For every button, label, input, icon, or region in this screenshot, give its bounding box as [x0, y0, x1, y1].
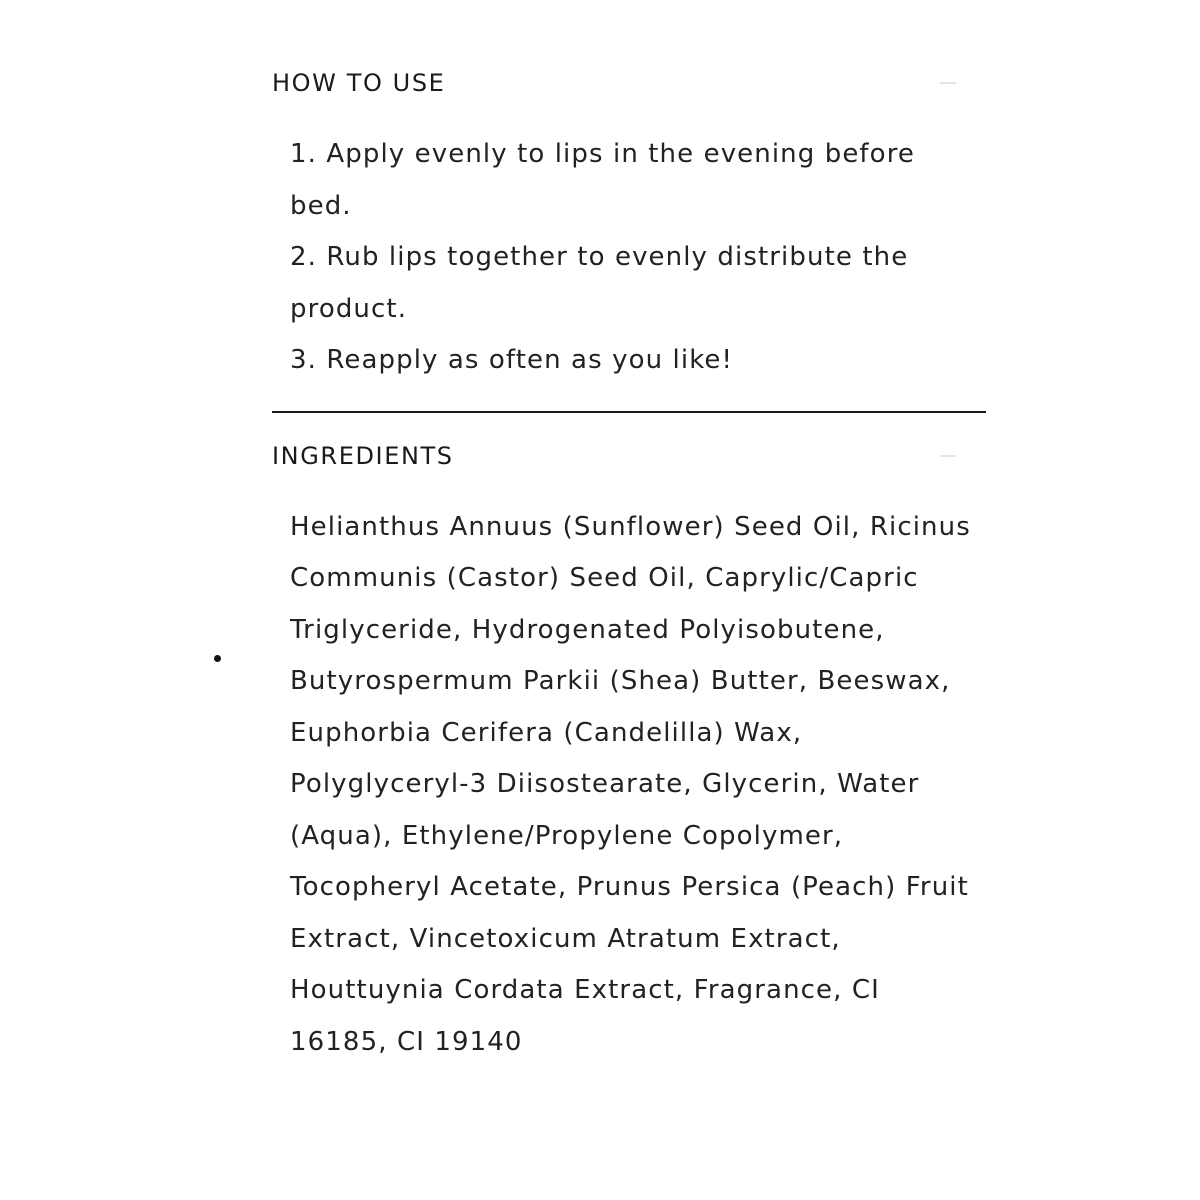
ingredients-text: Helianthus Annuus (Sunflower) Seed Oil, Ricinus Communis (Castor) Seed Oil, Caprylic/Capric Triglyceride, Hydrogenated Polyisobutene, Butyrospermum Parkii (Shea) Butter, Beeswax, Euphorbia Cerifera (Candelilla) Wax, Polyglyceryl-3 Diisostearate, Glycerin, Water (Aqua), Ethylene/Propylene Copolymer, Tocopheryl Acetate, Prunus Persica (Peach) Fruit Extract, Vincetoxicum Atratum Extract, Houttuynia Cordata Extract, Fragrance, CI 16185, CI 19140	[290, 511, 971, 1057]
how-to-use-title: HOW TO USE	[272, 69, 446, 97]
how-to-use-header[interactable]	[272, 64, 986, 102]
ingredients-title: INGREDIENTS	[272, 441, 454, 470]
step-1: 1. Apply evenly to lips in the evening before bed.	[290, 139, 916, 221]
step-3: 3. Reapply as often as you like!	[290, 345, 734, 375]
ingredients-header[interactable]	[272, 437, 986, 475]
ingredients-section	[272, 413, 986, 1069]
how-to-use-content	[272, 102, 986, 411]
how-to-use-section	[272, 0, 986, 411]
step-2: 2. Rub lips together to evenly distribute the product.	[290, 242, 909, 324]
product-details-accordion	[272, 0, 986, 1068]
minus-icon[interactable]	[940, 455, 956, 457]
minus-icon[interactable]	[940, 82, 956, 84]
ingredients-content	[272, 475, 986, 1069]
bullet-dot-icon	[214, 655, 221, 662]
